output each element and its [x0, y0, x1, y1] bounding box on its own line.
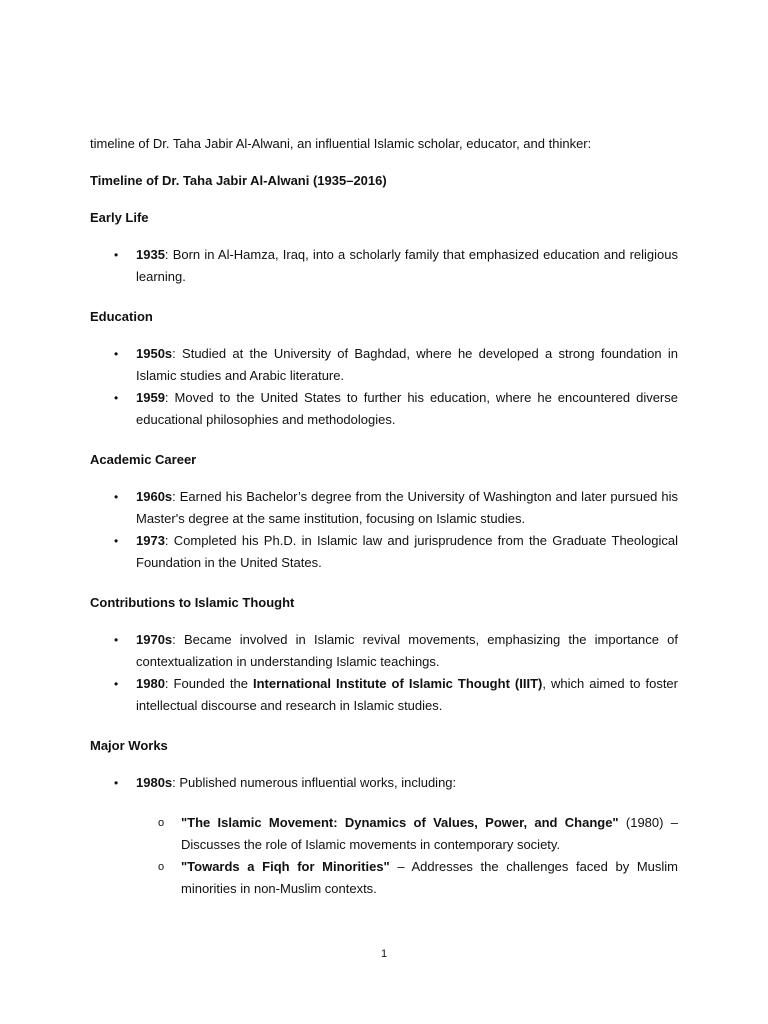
work-title: "Towards a Fiqh for Minorities": [181, 859, 390, 874]
timeline-text: , which aimed to foster intellectual discourse and research in Islamic studies.: [136, 676, 678, 713]
timeline-year: 1950s: [136, 346, 173, 361]
sub-bullet-icon: o: [158, 861, 165, 873]
timeline-text: : Earned his Bachelor’s degree from the University of Washington and later pursued his Master's degree at the same institution, focusing on Islamic studies.: [136, 489, 678, 526]
timeline-year: 1960s: [136, 489, 173, 504]
timeline-year: 1970s: [136, 632, 173, 647]
bullet-icon: •: [114, 633, 119, 647]
page-number: 1: [380, 948, 388, 960]
early-life-list: [90, 244, 678, 288]
work-description: – Addresses the challenges faced by Muslim minorities in non-Muslim contexts.: [181, 859, 679, 896]
document-title: Timeline of Dr. Taha Jabir Al-Alwani (1935–2016): [90, 173, 387, 188]
timeline-year: 1980s: [136, 775, 173, 790]
timeline-text: : Completed his Ph.D. in Islamic law and jurisprudence from the Graduate Theological Foundation in the United States.: [136, 533, 678, 570]
education-list: [90, 343, 678, 431]
institute-name: International Institute of Islamic Thought (IIIT): [252, 676, 543, 691]
section-heading-education: Education: [90, 309, 153, 324]
timeline-text: : Became involved in Islamic revival movements, emphasizing the importance of contextualization in understanding Islamic teachings.: [136, 632, 678, 669]
timeline-text: : Moved to the United States to further his education, where he encountered diverse educational philosophies and methodologies.: [136, 390, 678, 427]
bullet-icon: •: [114, 490, 119, 504]
bullet-icon: •: [114, 347, 119, 361]
list-item: [90, 343, 678, 387]
bullet-icon: •: [114, 391, 119, 405]
contributions-list: [90, 629, 678, 717]
timeline-text: : Born in Al-Hamza, Iraq, into a scholarly family that emphasized education and religious learning.: [136, 247, 678, 284]
timeline-year: 1935: [136, 247, 165, 262]
list-item: [90, 856, 678, 900]
timeline-year: 1959: [136, 390, 165, 405]
section-heading-contributions: Contributions to Islamic Thought: [90, 595, 295, 610]
works-sublist: [90, 812, 678, 900]
list-item: [90, 812, 678, 856]
work-title: "The Islamic Movement: Dynamics of Values, Power, and Change": [181, 815, 619, 830]
timeline-year: 1973: [136, 533, 165, 548]
list-item: [90, 629, 678, 673]
timeline-text: : Published numerous influential works, including:: [172, 775, 457, 790]
list-item: [90, 387, 678, 431]
list-item: [90, 244, 678, 288]
intro-text: timeline of Dr. Taha Jabir Al-Alwani, an influential Islamic scholar, educator, and thinker:: [90, 136, 592, 151]
list-item: [90, 486, 678, 530]
sub-bullet-icon: o: [158, 817, 165, 829]
section-heading-early-life: Early Life: [90, 210, 149, 225]
bullet-icon: •: [114, 534, 119, 548]
section-heading-major-works: Major Works: [90, 738, 168, 753]
bullet-icon: •: [114, 248, 119, 262]
timeline-text: : Founded the: [164, 676, 253, 691]
academic-career-list: [90, 486, 678, 574]
list-item: [90, 772, 678, 794]
bullet-icon: •: [114, 677, 119, 691]
work-description: (1980) – Discusses the role of Islamic movements in contemporary society.: [181, 815, 678, 852]
section-heading-academic-career: Academic Career: [90, 452, 197, 467]
list-item: [90, 673, 678, 717]
timeline-text: : Studied at the University of Baghdad, where he developed a strong foundation in Islamic studies and Arabic literature.: [136, 346, 678, 383]
document-body: [90, 133, 678, 918]
list-item: [90, 530, 678, 574]
timeline-year: 1980: [136, 676, 165, 691]
bullet-icon: •: [114, 776, 119, 790]
major-works-list: [90, 772, 678, 794]
